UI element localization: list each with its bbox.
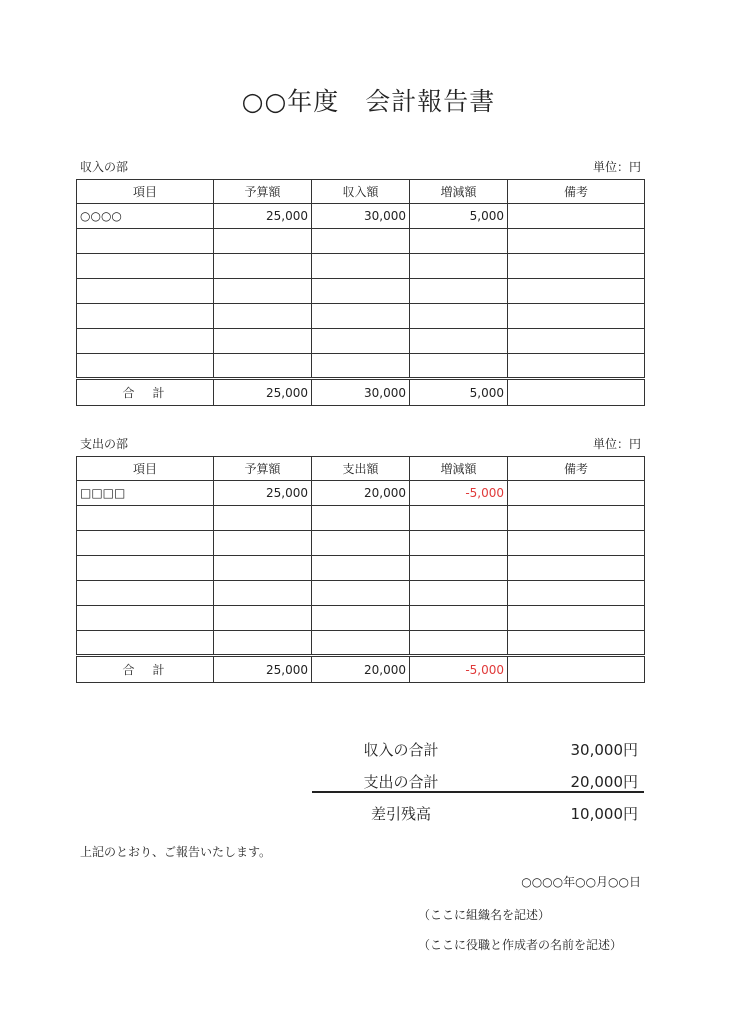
cell-actual (312, 531, 410, 556)
cell-item (77, 329, 214, 354)
summary-block (312, 733, 644, 829)
cell-budget (214, 531, 312, 556)
expense-total-row (77, 656, 645, 683)
cell-diff (410, 556, 508, 581)
cell-actual: 20,000 (312, 481, 410, 506)
total-budget: 25,000 (214, 379, 312, 406)
cell-item (77, 254, 214, 279)
cell-actual (312, 279, 410, 304)
cell-item (77, 631, 214, 656)
expense-section-label: 支出の部 (80, 437, 129, 451)
cell-diff (410, 254, 508, 279)
col-header-note: 備考 (508, 180, 645, 204)
table-row (77, 254, 645, 279)
cell-budget: 25,000 (214, 481, 312, 506)
col-header-actual: 支出額 (312, 457, 410, 481)
cell-note (508, 229, 645, 254)
cell-item (77, 581, 214, 606)
cell-actual (312, 581, 410, 606)
total-note (508, 656, 645, 683)
table-row (77, 279, 645, 304)
total-diff: -5,000 (410, 656, 508, 683)
cell-note (508, 304, 645, 329)
cell-budget (214, 354, 312, 379)
col-header-diff: 増減額 (410, 457, 508, 481)
author-name: （ここに役職と作成者の名前を記述） (418, 938, 623, 952)
cell-budget (214, 279, 312, 304)
cell-note (508, 581, 645, 606)
cell-diff (410, 329, 508, 354)
cell-item: □□□□ (77, 481, 214, 506)
cell-diff (410, 606, 508, 631)
table-row (77, 556, 645, 581)
total-note (508, 379, 645, 406)
cell-diff (410, 304, 508, 329)
total-label: 合計 (77, 656, 214, 683)
table-row (77, 204, 645, 229)
summary-balance-row (312, 797, 644, 829)
cell-budget (214, 606, 312, 631)
income-total-value: 30,000円 (570, 741, 638, 759)
cell-diff: -5,000 (410, 481, 508, 506)
table-row (77, 581, 645, 606)
income-total-label: 収入の合計 (363, 741, 439, 759)
cell-note (508, 556, 645, 581)
cell-actual (312, 606, 410, 631)
cell-item (77, 556, 214, 581)
cell-item (77, 229, 214, 254)
total-actual: 20,000 (312, 656, 410, 683)
cell-diff (410, 279, 508, 304)
income-table (76, 179, 645, 406)
summary-divider (312, 791, 644, 793)
cell-note (508, 531, 645, 556)
balance-label: 差引残高 (370, 805, 431, 823)
organization-name: （ここに組織名を記述） (418, 908, 551, 922)
col-header-item: 項目 (77, 457, 214, 481)
cell-diff (410, 581, 508, 606)
col-header-budget: 予算額 (214, 457, 312, 481)
table-row (77, 229, 645, 254)
cell-diff: 5,000 (410, 204, 508, 229)
col-header-actual: 収入額 (312, 180, 410, 204)
cell-note (508, 329, 645, 354)
cell-actual: 30,000 (312, 204, 410, 229)
expense-table (76, 456, 645, 683)
cell-note (508, 631, 645, 656)
cell-diff (410, 229, 508, 254)
income-section-label: 収入の部 (80, 160, 129, 174)
total-budget: 25,000 (214, 656, 312, 683)
income-header-row (77, 180, 645, 204)
income-total-row (77, 379, 645, 406)
cell-note (508, 354, 645, 379)
table-row (77, 354, 645, 379)
cell-budget (214, 304, 312, 329)
balance-value: 10,000円 (570, 805, 638, 823)
cell-actual (312, 329, 410, 354)
cell-item (77, 304, 214, 329)
cell-budget (214, 631, 312, 656)
cell-actual (312, 229, 410, 254)
expense-total-value: 20,000円 (570, 773, 638, 791)
cell-budget (214, 329, 312, 354)
cell-item (77, 506, 214, 531)
expense-unit-label: 単位：円 (592, 437, 641, 451)
expense-header-row (77, 457, 645, 481)
cell-budget (214, 556, 312, 581)
cell-budget: 25,000 (214, 204, 312, 229)
table-row (77, 481, 645, 506)
cell-diff (410, 531, 508, 556)
col-header-item: 項目 (77, 180, 214, 204)
total-label: 合計 (77, 379, 214, 406)
cell-item (77, 531, 214, 556)
page-title: ○○年度 会計報告書 (241, 87, 496, 116)
cell-actual (312, 254, 410, 279)
report-statement: 上記のとおり、ご報告いたします。 (80, 845, 272, 859)
col-header-budget: 予算額 (214, 180, 312, 204)
cell-budget (214, 506, 312, 531)
cell-note (508, 279, 645, 304)
cell-item (77, 279, 214, 304)
table-row (77, 506, 645, 531)
income-unit-label: 単位：円 (592, 160, 641, 174)
cell-note (508, 204, 645, 229)
cell-note (508, 606, 645, 631)
cell-budget (214, 229, 312, 254)
table-row (77, 329, 645, 354)
table-row (77, 304, 645, 329)
cell-actual (312, 304, 410, 329)
cell-actual (312, 506, 410, 531)
cell-budget (214, 254, 312, 279)
table-row (77, 606, 645, 631)
cell-diff (410, 631, 508, 656)
total-actual: 30,000 (312, 379, 410, 406)
col-header-diff: 増減額 (410, 180, 508, 204)
total-diff: 5,000 (410, 379, 508, 406)
cell-actual (312, 556, 410, 581)
cell-item (77, 606, 214, 631)
col-header-note: 備考 (508, 457, 645, 481)
cell-note (508, 481, 645, 506)
cell-actual (312, 354, 410, 379)
cell-item: ○○○○ (77, 204, 214, 229)
cell-note (508, 506, 645, 531)
expense-total-label: 支出の合計 (363, 773, 439, 791)
report-date: ○○○○年○○月○○日 (521, 875, 641, 889)
cell-budget (214, 581, 312, 606)
cell-diff (410, 506, 508, 531)
cell-actual (312, 631, 410, 656)
cell-note (508, 254, 645, 279)
table-row (77, 631, 645, 656)
table-row (77, 531, 645, 556)
summary-income-row (312, 733, 644, 765)
cell-item (77, 354, 214, 379)
cell-diff (410, 354, 508, 379)
